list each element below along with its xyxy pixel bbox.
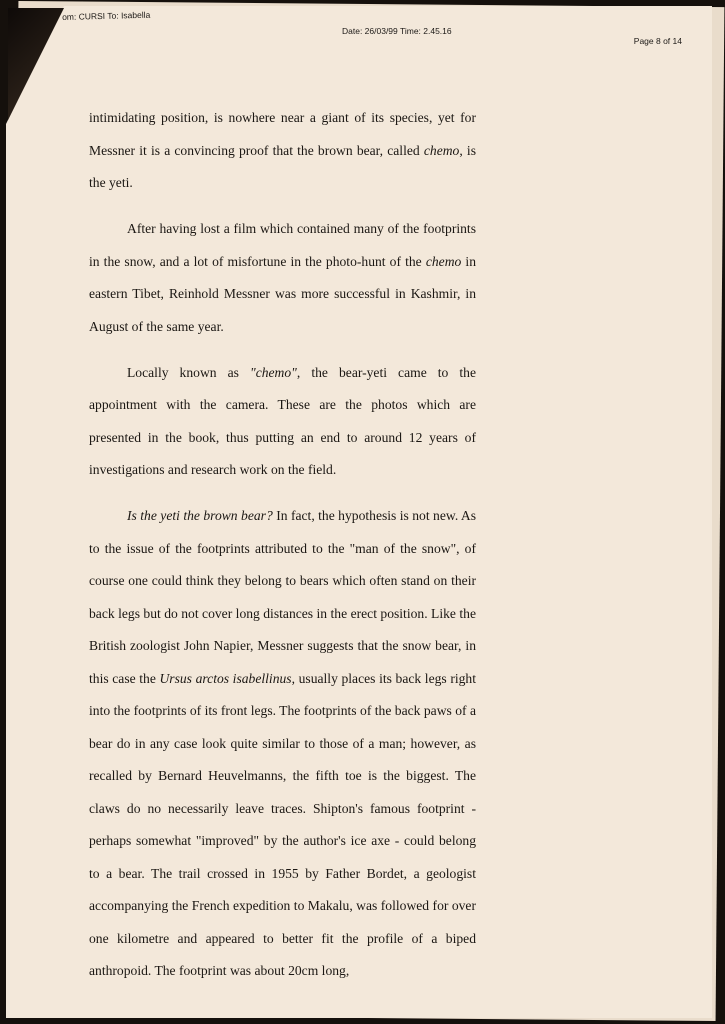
paragraph-p4 [89, 500, 476, 988]
italic-text: "chemo" [249, 364, 297, 380]
document-body [89, 102, 476, 988]
paragraph-text: intimidating position, is nowhere near a giant of its species, yet for Messner it is a convincing proof that the brown bear, called [89, 110, 476, 158]
italic-text: Is the yeti the brown bear? [127, 508, 273, 523]
paragraph-p2 [89, 213, 476, 343]
fax-sender-recipient: om: CURSI To: Isabella [62, 9, 151, 22]
italic-text: chemo [423, 142, 460, 158]
paragraph-text: , the bear-yeti came to the appointment with the camera. These are the photos which are presented in the book, thus putting an end to around 12 years of investigations and research work on the field. [89, 364, 476, 477]
fax-page-number: Page 8 of 14 [633, 36, 682, 46]
fax-header [62, 9, 682, 46]
paragraph-text: Locally known as [127, 364, 250, 380]
fax-date-time: Date: 26/03/99 Time: 2.45.16 [342, 26, 452, 36]
paragraph-text: , is the yeti. [89, 142, 476, 190]
italic-text: Ursus arctos isabellinus [159, 670, 292, 686]
paragraph-text: In fact, the hypothesis is not new. As to the issue of the footprints attributed to the "man of the snow", of course one could think they belong to bears which often stand on their back legs but do not cover long distances in the erect position. Like the British zoologist John Napier, Messner suggests that the snow bear, in this case the [89, 508, 477, 686]
paragraph-p3 [89, 357, 476, 487]
italic-text: chemo [425, 253, 462, 269]
paragraph-text: After having lost a film which contained many of the footprints in the snow, and a lot of misfortune in the photo-hunt of the [89, 221, 476, 269]
paragraph-p1 [89, 102, 476, 200]
paragraph-text: in eastern Tibet, Reinhold Messner was more successful in Kashmir, in August of the same year. [89, 253, 476, 334]
paragraph-text: , usually places its back legs right into the footprints of its front legs. The footprints of the back paws of a bear do in any case look quite similar to those of a man; however, as recalled by Bernard Heuvelmanns, the fifth toe is the biggest. The claws do no necessarily leave traces. Shipton's famous footprint - perhaps somewhat "improved" by the author's ice axe - could belong to a bear. The trail crossed in 1955 by Father Bordet, a geologist accompanying the French expedition to Makalu, was followed for over one kilometre and appeared to better fit the profile of a biped anthropoid. The footprint was about 20cm long, [89, 670, 476, 978]
